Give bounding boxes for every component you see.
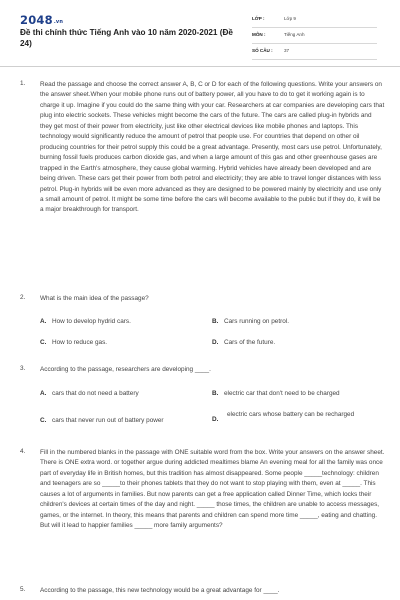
option-letter: A.: [40, 390, 47, 397]
option-letter: D.: [212, 339, 219, 346]
meta-row-subject: [252, 30, 377, 44]
option-text: How to reduce gas.: [52, 339, 108, 346]
option-letter: C.: [40, 339, 47, 346]
question-text: What is the main idea of the passage?: [40, 295, 149, 302]
option-text: electric cars whose battery can be recharged: [227, 411, 355, 418]
logo-suffix: .vn: [53, 19, 64, 25]
question-number: 3.: [20, 365, 26, 372]
meta-key: MÔN :: [252, 32, 266, 37]
document-meta: [252, 14, 377, 62]
site-logo[interactable]: [20, 13, 63, 27]
document-title: Đề thi chính thức Tiếng Anh vào 10 năm 2020-2021 (Đề 24): [20, 28, 233, 48]
question-number: 2.: [20, 294, 26, 301]
option-text: cars that never run out of battery power: [52, 417, 164, 424]
meta-key: LỚP :: [252, 16, 265, 21]
option-text: Cars of the future.: [224, 339, 276, 346]
question-number: 5.: [20, 586, 26, 593]
option-letter: A.: [40, 318, 47, 325]
question-text: Fill in the numbered blanks in the passage with ONE suitable word from the box. Write your answers on the answer sheet. There is ONE extra word. or together argue during addicted mealtimes blame An evening meal for all the family was once part of everyday life in British homes, but this tradition has almost disappeared. Some people _____technology: children and teenagers are so _____to their phones tablets that they do not want to stop playing with them, even at _____. This causes a lot of arguments in families. But now parents can get a free application called Dinner Time, which locks their children's devices at certain times of the day and night. _____ those times, the children are unable to access messages, games, or the internet. In theory, this means that parents and children can spend more time _____, eating and chatting. But will it lead to happier families _____ more family arguments?: [40, 449, 385, 530]
option-letter: B.: [212, 318, 219, 325]
meta-key: SỐ CÂU :: [252, 48, 273, 53]
meta-row-class: [252, 14, 377, 28]
meta-value: 37: [284, 48, 290, 53]
question-text: Read the passage and choose the correct answer A, B, C or D for each of the following questions. Write your answers on the answer sheet.When your mobile phone runs out of battery power, all you have to do to get it working again is to charge it up. Imagine if you could do the same thing with your car. Researchers at car companies are developing cars that plug into electric sockets. These vehicles might become the cars of the future. The cars are called plug-in hybrids and they get most of their power from electricity, just like other electrical devices like mobile phones and laptops. This technology would significantly reduce the amount of petrol that people use. For countries that depend on other oil producing countries for their petrol supply this could be a great advantage. Presently, most cars use petrol. Unfortunately, burning fossil fuels produces carbon dioxide gas, and when a large amount of this gas and other greenhouse gases are trapped in the Earth's atmosphere, they cause global warming. Hybrid vehicles have already been developed and are being driven. These cars get their power from both petrol and electricity; they are able to travel longer distances with less petrol. Plug-in hybrids will be even more advanced as they are designed to be powered mainly by electricity and use only a small amount of petrol. It might be some time before the cars will become available to the public but if they do, it will be a major breakthrough for transport.: [40, 81, 385, 214]
question-text: According to the passage, researchers are developing ____.: [40, 366, 211, 373]
option-text: How to develop hydrid cars.: [52, 318, 131, 325]
question-number: 4.: [20, 448, 26, 455]
meta-value: Tiếng Anh: [284, 32, 305, 37]
option-letter: C.: [40, 417, 47, 424]
option-letter: D.: [212, 416, 219, 423]
header-divider: [0, 66, 400, 67]
option-letter: B.: [212, 390, 219, 397]
meta-value: Lớp 9: [284, 16, 296, 21]
option-text: Cars running on petrol.: [224, 318, 290, 325]
logo-text: 2048: [20, 13, 53, 27]
question-text: According to the passage, this new technology would be a great advantage for ____.: [40, 587, 280, 594]
meta-row-question-count: [252, 46, 377, 60]
option-text: electric car that don't need to be charged: [224, 390, 340, 397]
option-text: cars that do not need a battery: [52, 390, 139, 397]
document-header: [0, 0, 400, 62]
question-number: 1.: [20, 80, 26, 87]
